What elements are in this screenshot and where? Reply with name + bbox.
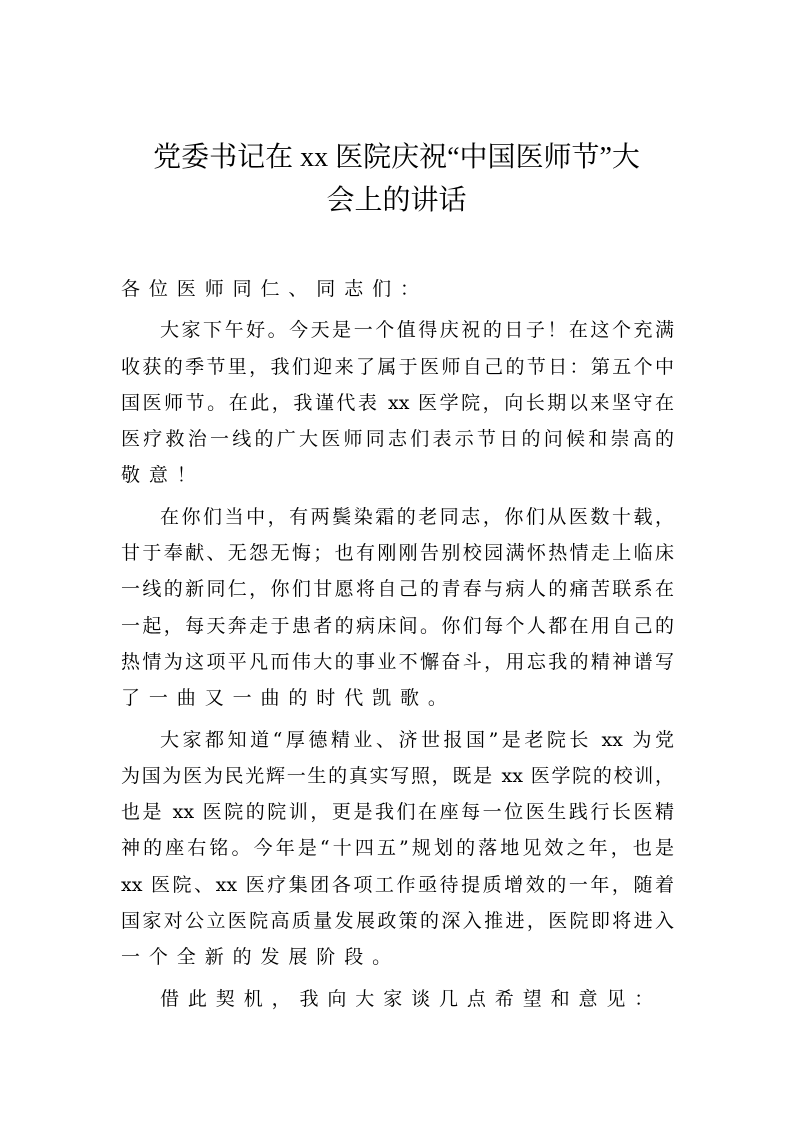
document-body [121, 271, 674, 1022]
paragraph-line: 神的座右铭。今年是“十四五”规划的落地见效之年，也是 [121, 837, 674, 860]
paragraph-line: 借此契机，我向大家谈几点希望和意见： [160, 987, 663, 1010]
paragraph-line: 热情为这项平凡而伟大的事业不懈奋斗，用忘我的精神谱写 [121, 650, 674, 673]
document-title [110, 136, 683, 222]
body-paragraph [121, 981, 674, 1017]
paragraph-line: 一线的新同仁，你们甘愿将自己的青春与病人的痛苦联系在 [121, 578, 674, 601]
body-paragraph [121, 499, 674, 717]
paragraph-line: 国家对公立医院高质量发展政策的深入推进，医院即将进入 [121, 910, 674, 933]
paragraph-line: 收获的季节里，我们迎来了属于医师自己的节日：第五个中 [121, 355, 674, 378]
paragraph-line: 了一曲又一曲的时代凯歌。 [121, 687, 456, 710]
title-line-2: 会上的讲话 [326, 185, 467, 216]
paragraph-line: 医疗救治一线的广大医师同志们表示节日的问候和崇高的 [121, 428, 674, 451]
paragraph-line: 大家都知道“厚德精业、济世报国”是老院长 xx 为党 [160, 728, 674, 751]
paragraph-line: 国医师节。在此，我谨代表 xx 医学院，向长期以来坚守在 [121, 391, 674, 414]
paragraph-line: 一起，每天奔走于患者的病床间。你们每个人都在用自己的 [121, 614, 674, 637]
paragraph-line: 甘于奉献、无怨无悔；也有刚刚告别校园满怀热情走上临床 [121, 542, 674, 565]
paragraph-line: 大家下午好。今天是一个值得庆祝的日子！在这个充满 [160, 319, 674, 342]
paragraph-line: 敬意！ [121, 464, 205, 487]
greeting-paragraph [121, 271, 674, 307]
body-paragraph [121, 312, 674, 493]
paragraph-line: 也是 xx 医院的院训，更是我们在座每一位医生践行长医精 [121, 801, 674, 824]
greeting-line: 各位医师同仁、同志们： [121, 278, 428, 300]
title-line-1: 党委书记在 xx 医院庆祝“中国医师节”大 [153, 142, 640, 173]
paragraph-line: 为国为医为民光辉一生的真实写照，既是 xx 医学院的校训， [121, 764, 674, 787]
paragraph-line: xx 医院、xx 医疗集团各项工作亟待提质增效的一年，随着 [121, 873, 674, 896]
paragraph-line: 一个全新的发展阶段。 [121, 946, 401, 969]
paragraph-line: 在你们当中，有两鬓染霜的老同志，你们从医数十载， [160, 505, 674, 528]
body-paragraph [121, 722, 674, 976]
